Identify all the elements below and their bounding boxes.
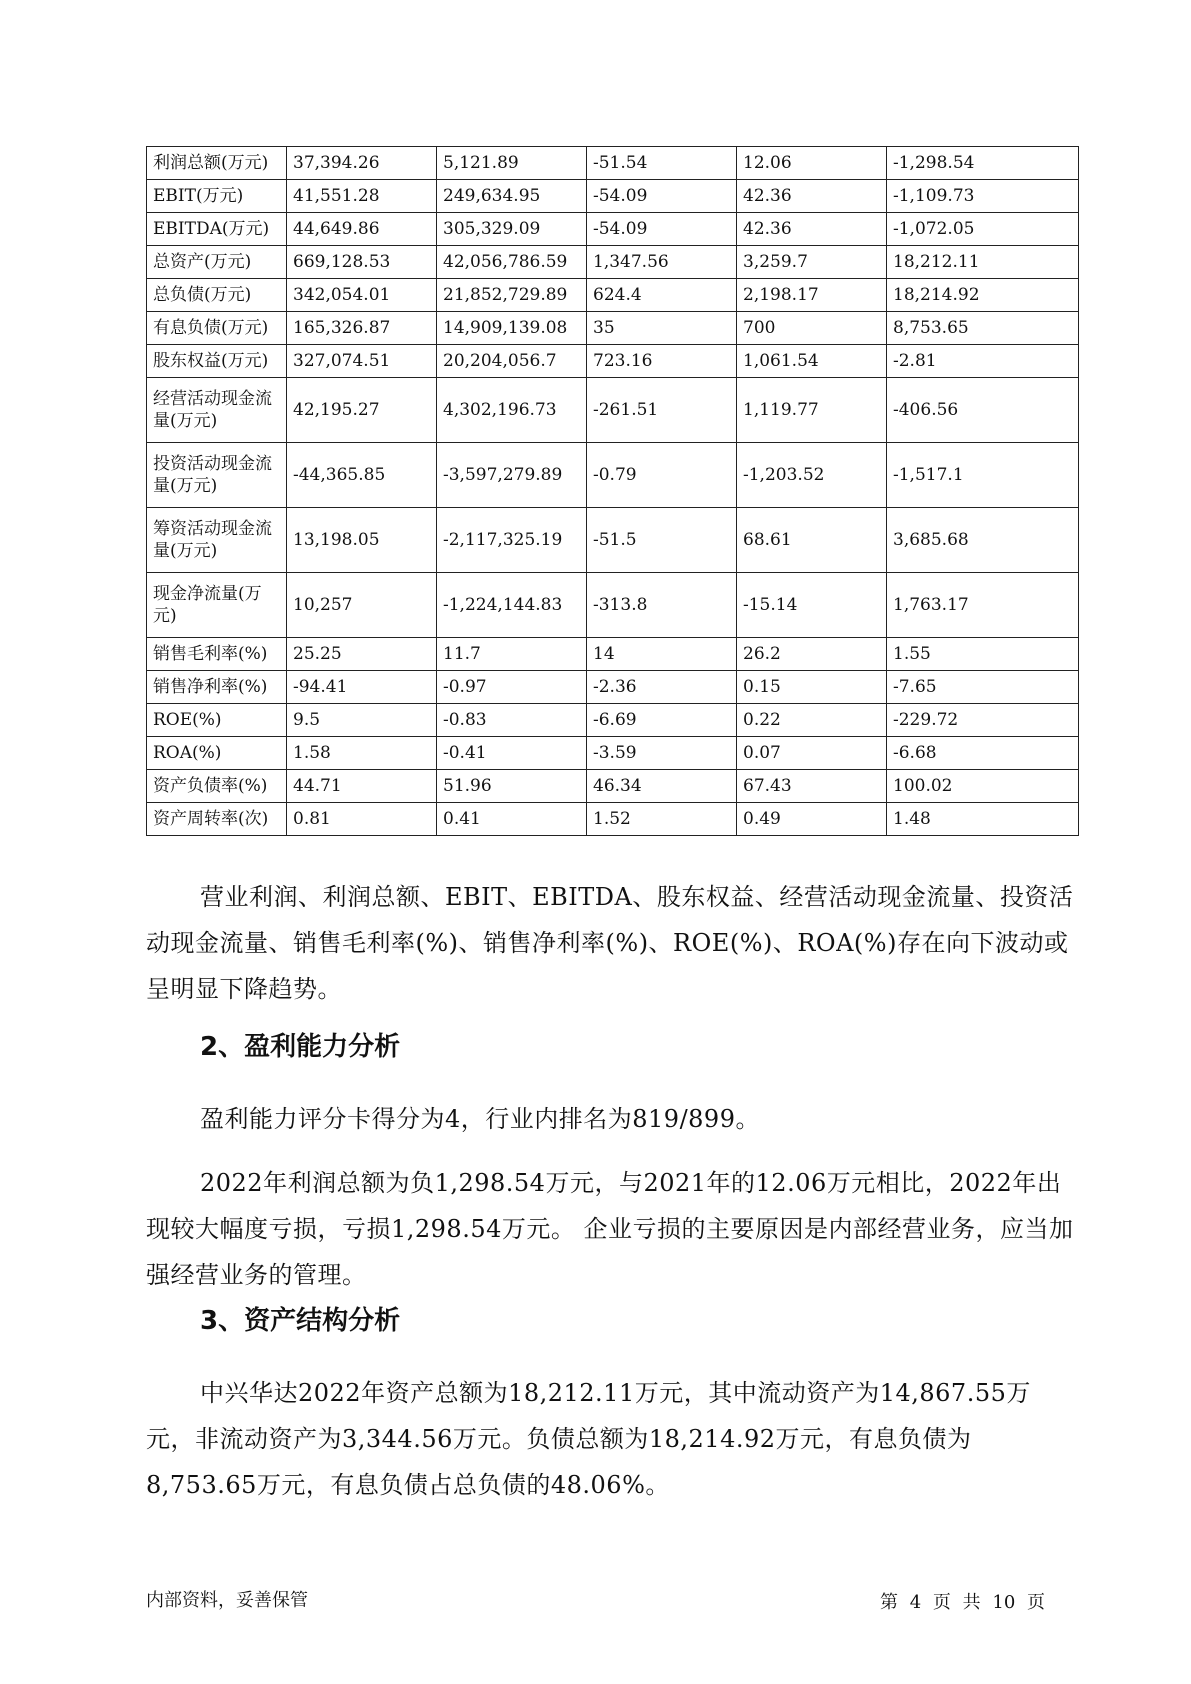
table-cell: 1,061.54: [737, 345, 887, 378]
table-cell: 51.96: [437, 770, 587, 803]
table-cell: 327,074.51: [287, 345, 437, 378]
row-label-line: 元): [153, 606, 177, 626]
table-cell: 0.49: [737, 803, 887, 836]
table-cell: 18,212.11: [887, 246, 1079, 279]
table-cell: 20,204,056.7: [437, 345, 587, 378]
table-row: [147, 180, 1079, 213]
table-cell: 2,198.17: [737, 279, 887, 312]
table-cell: 42,056,786.59: [437, 246, 587, 279]
table-cell: 18,214.92: [887, 279, 1079, 312]
table-cell: -6.68: [887, 737, 1079, 770]
section-2-profit-paragraph: 2022年利润总额为负1,298.54万元，与2021年的12.06万元相比，2022年出现较大幅度亏损，亏损1,298.54万元。 企业亏损的主要原因是内部经营业务，应当加强经营业务的管理。: [146, 1169, 1074, 1289]
row-label: 销售毛利率(%): [147, 638, 287, 671]
table-cell: 8,753.65: [887, 312, 1079, 345]
table-cell: 0.41: [437, 803, 587, 836]
row-label: 资产周转率(次): [147, 803, 287, 836]
table-cell: -7.65: [887, 671, 1079, 704]
table-cell: -51.54: [587, 147, 737, 180]
table-cell: 42,195.27: [287, 378, 437, 443]
table-cell: 3,259.7: [737, 246, 887, 279]
table-row: [147, 279, 1079, 312]
footer-page-number: 第 4 页 共 10 页: [880, 1592, 1045, 1613]
row-label-line: 筹资活动现金流: [153, 519, 272, 539]
table-row: [147, 638, 1079, 671]
table-cell: 35: [587, 312, 737, 345]
table-row: [147, 704, 1079, 737]
table-cell: 12.06: [737, 147, 887, 180]
table-row: [147, 443, 1079, 508]
row-label: ROE(%): [147, 704, 287, 737]
table-cell: -1,203.52: [737, 443, 887, 508]
row-label-line: 量(万元): [153, 411, 218, 431]
table-row: [147, 803, 1079, 836]
table-cell: -1,109.73: [887, 180, 1079, 213]
table-row: [147, 770, 1079, 803]
table-cell: 1,763.17: [887, 573, 1079, 638]
row-label: ROA(%): [147, 737, 287, 770]
table-cell: -0.83: [437, 704, 587, 737]
table-cell: -51.5: [587, 508, 737, 573]
table-cell: -6.69: [587, 704, 737, 737]
table-cell: 37,394.26: [287, 147, 437, 180]
table-cell: -0.79: [587, 443, 737, 508]
table-cell: 1,347.56: [587, 246, 737, 279]
table-row: [147, 671, 1079, 704]
table-cell: -0.97: [437, 671, 587, 704]
row-label: [147, 378, 287, 443]
section-3-heading: 3、资产结构分析: [200, 1306, 401, 1336]
table-cell: 1.58: [287, 737, 437, 770]
table-row: [147, 345, 1079, 378]
table-cell: -44,365.85: [287, 443, 437, 508]
table-cell: 3,685.68: [887, 508, 1079, 573]
table-cell: 26.2: [737, 638, 887, 671]
table-cell: -0.41: [437, 737, 587, 770]
table-cell: -94.41: [287, 671, 437, 704]
table-row: [147, 737, 1079, 770]
row-label: 资产负债率(%): [147, 770, 287, 803]
row-label: [147, 443, 287, 508]
row-label-line: 经营活动现金流: [153, 389, 272, 409]
table-cell: -3.59: [587, 737, 737, 770]
row-label: 股东权益(万元): [147, 345, 287, 378]
table-cell: 14,909,139.08: [437, 312, 587, 345]
table-cell: 342,054.01: [287, 279, 437, 312]
table-row: [147, 246, 1079, 279]
table-cell: -2,117,325.19: [437, 508, 587, 573]
table-cell: -54.09: [587, 213, 737, 246]
table-cell: 13,198.05: [287, 508, 437, 573]
table-cell: -15.14: [737, 573, 887, 638]
row-label: [147, 508, 287, 573]
table-cell: 0.07: [737, 737, 887, 770]
table-cell: 21,852,729.89: [437, 279, 587, 312]
table-cell: 700: [737, 312, 887, 345]
row-label-line: 量(万元): [153, 541, 218, 561]
table-cell: 0.15: [737, 671, 887, 704]
table-cell: -1,072.05: [887, 213, 1079, 246]
table-row: [147, 147, 1079, 180]
table-cell: 44.71: [287, 770, 437, 803]
table-cell: 1.52: [587, 803, 737, 836]
row-label-line: 现金净流量(万: [153, 584, 262, 604]
section-2-heading: 2、盈利能力分析: [200, 1032, 401, 1062]
table-cell: -2.81: [887, 345, 1079, 378]
row-label: 总资产(万元): [147, 246, 287, 279]
table-cell: 14: [587, 638, 737, 671]
row-label-line: 量(万元): [153, 476, 218, 496]
table-cell: 42.36: [737, 180, 887, 213]
table-cell: 0.81: [287, 803, 437, 836]
table-cell: -313.8: [587, 573, 737, 638]
row-label: EBIT(万元): [147, 180, 287, 213]
table-cell: 42.36: [737, 213, 887, 246]
table-cell: -1,517.1: [887, 443, 1079, 508]
row-label: 总负债(万元): [147, 279, 287, 312]
table-cell: 4,302,196.73: [437, 378, 587, 443]
table-cell: 41,551.28: [287, 180, 437, 213]
row-label: [147, 573, 287, 638]
table-cell: -1,224,144.83: [437, 573, 587, 638]
table-cell: 624.4: [587, 279, 737, 312]
table-cell: 249,634.95: [437, 180, 587, 213]
row-label: EBITDA(万元): [147, 213, 287, 246]
table-cell: 1.55: [887, 638, 1079, 671]
row-label: 销售净利率(%): [147, 671, 287, 704]
table-cell: -54.09: [587, 180, 737, 213]
table-cell: 44,649.86: [287, 213, 437, 246]
table-cell: 305,329.09: [437, 213, 587, 246]
table-cell: 165,326.87: [287, 312, 437, 345]
table-cell: 25.25: [287, 638, 437, 671]
table-cell: 11.7: [437, 638, 587, 671]
table-cell: -1,298.54: [887, 147, 1079, 180]
table-row: [147, 312, 1079, 345]
table-cell: -229.72: [887, 704, 1079, 737]
table-row: [147, 213, 1079, 246]
table-cell: 0.22: [737, 704, 887, 737]
row-label: 利润总额(万元): [147, 147, 287, 180]
table-cell: -3,597,279.89: [437, 443, 587, 508]
table-cell: 723.16: [587, 345, 737, 378]
table-cell: 46.34: [587, 770, 737, 803]
table-body: [147, 147, 1079, 836]
table-row: [147, 508, 1079, 573]
section-3-assets-paragraph: 中兴华达2022年资产总额为18,212.11万元，其中流动资产为14,867.55万元，非流动资产为3,344.56万元。负债总额为18,214.92万元，有息负债为8,753.65万元，有息负债占总负债的48.06%。: [146, 1379, 1031, 1499]
table-cell: -261.51: [587, 378, 737, 443]
table-cell: 9.5: [287, 704, 437, 737]
section-2-score-paragraph: 盈利能力评分卡得分为4，行业内排名为819/899。: [200, 1105, 760, 1133]
row-label-line: 投资活动现金流: [153, 454, 272, 474]
table-row: [147, 378, 1079, 443]
financial-indicators-table: [146, 146, 1079, 836]
table-cell: -406.56: [887, 378, 1079, 443]
footer-confidential-note: 内部资料，妥善保管: [146, 1590, 308, 1611]
table-cell: 1.48: [887, 803, 1079, 836]
table-cell: 100.02: [887, 770, 1079, 803]
table-cell: 669,128.53: [287, 246, 437, 279]
table-cell: 67.43: [737, 770, 887, 803]
table-cell: -2.36: [587, 671, 737, 704]
table-cell: 68.61: [737, 508, 887, 573]
summary-paragraph: 营业利润、利润总额、EBIT、EBITDA、股东权益、经营活动现金流量、投资活动现金流量、销售毛利率(%)、销售净利率(%)、ROE(%)、ROA(%)存在向下波动或呈明显下降趋势。: [146, 883, 1074, 1003]
table-cell: 5,121.89: [437, 147, 587, 180]
table-cell: 1,119.77: [737, 378, 887, 443]
row-label: 有息负债(万元): [147, 312, 287, 345]
table-cell: 10,257: [287, 573, 437, 638]
table-row: [147, 573, 1079, 638]
